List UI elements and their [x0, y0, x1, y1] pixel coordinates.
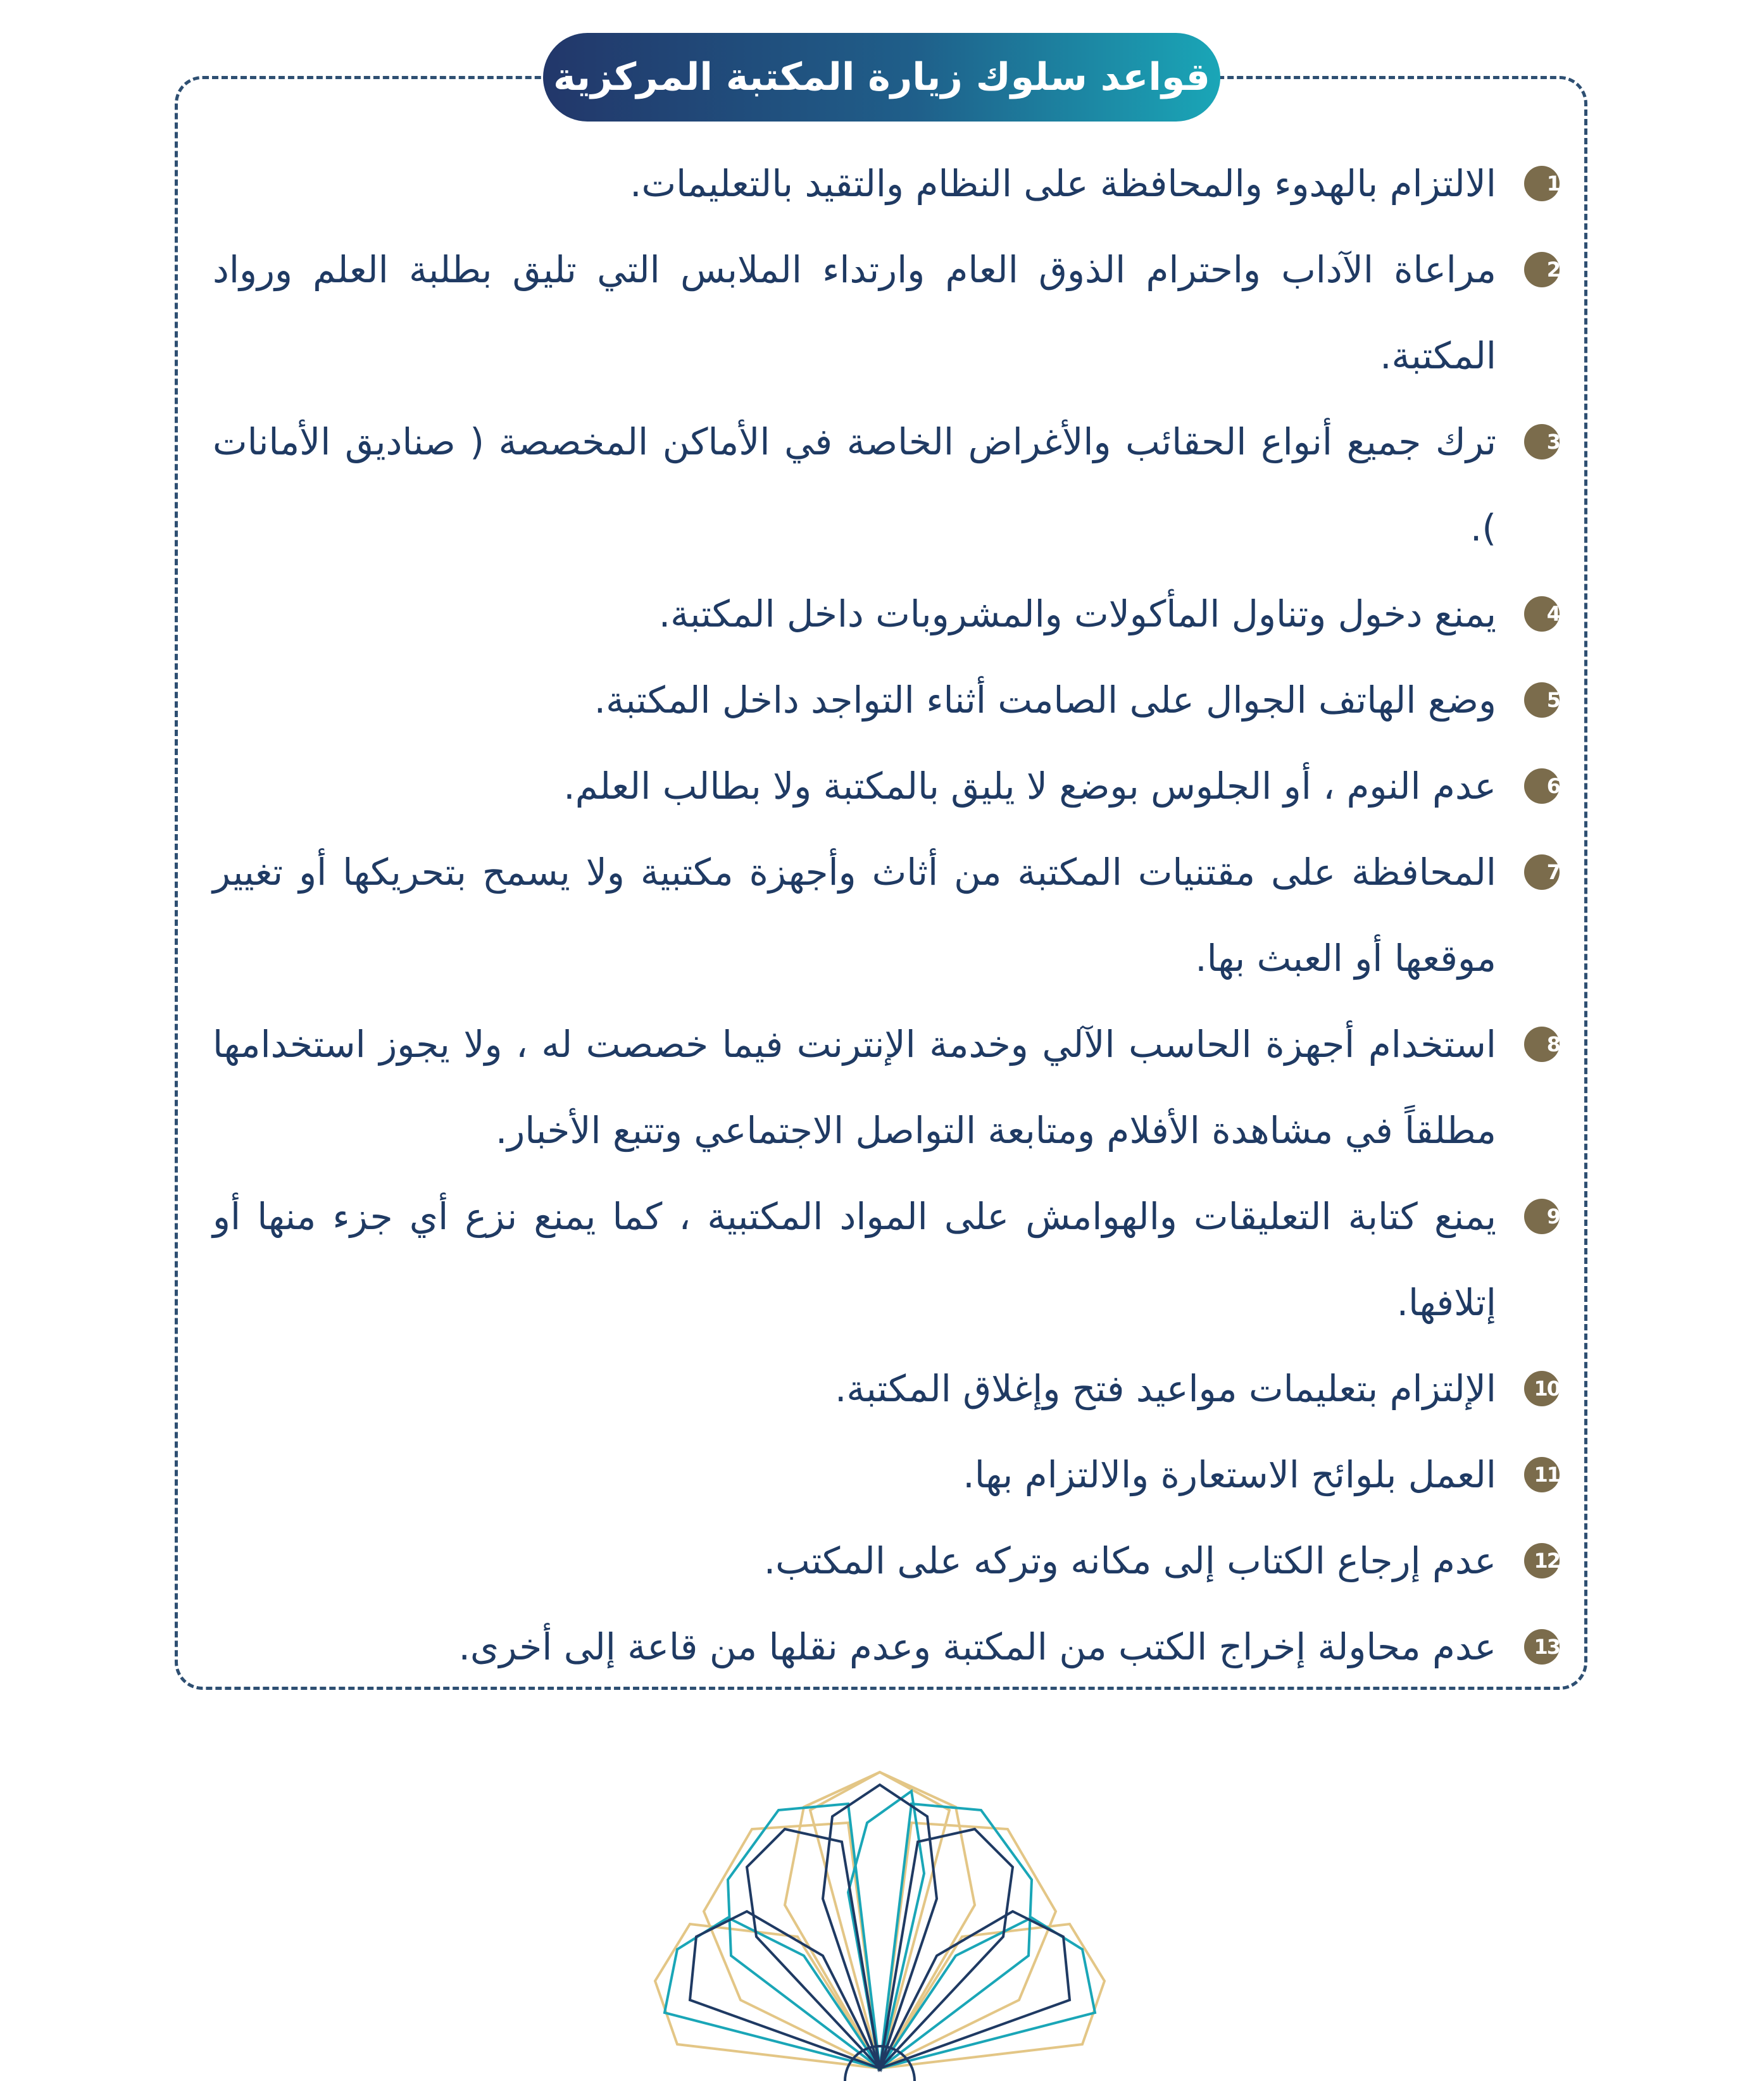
rule-text: عدم إرجاع الكتاب إلى مكانه وتركه على المكتب.: [763, 1539, 1496, 1582]
rule-text: العمل بلوائح الاستعارة والالتزام بها.: [963, 1453, 1496, 1496]
rule-number-badge: 2: [1524, 252, 1560, 287]
rule-number-badge: 8: [1524, 1027, 1560, 1062]
rule-item: [213, 1001, 1560, 1173]
rule-text: استخدام أجهزة الحاسب الآلي وخدمة الإنترنت فيما خصصت له ، ولا يجوز استخدامها مطلقاً في مشاهدة الأفلام ومتابعة التواصل الاجتماعي وتتبع الأخبار.: [213, 1023, 1496, 1152]
rule-number-badge: 1: [1524, 166, 1560, 201]
rule-number-badge: 13: [1524, 1629, 1560, 1665]
rule-number-badge: 3: [1524, 424, 1560, 459]
rule-item: [213, 657, 1560, 743]
rule-item: [213, 1432, 1560, 1518]
rule-text: عدم محاولة إخراج الكتب من المكتبة وعدم نقلها من قاعة إلى أخرى.: [458, 1625, 1496, 1668]
rule-item: [213, 227, 1560, 399]
rule-number-badge: 9: [1524, 1199, 1560, 1234]
rule-number-badge: 5: [1524, 682, 1560, 718]
rule-text: وضع الهاتف الجوال على الصامت أثناء التواجد داخل المكتبة.: [594, 678, 1496, 722]
geometric-flower-emblem-icon: [595, 1747, 1165, 2081]
rule-item: [213, 829, 1560, 1001]
rule-text: مراعاة الآداب واحترام الذوق العام وارتداء الملابس التي تليق بطلبة العلم ورواد المكتبة.: [213, 248, 1496, 377]
rule-text: يمنع كتابة التعليقات والهوامش على المواد المكتبية ، كما يمنع نزع أي جزء منها أو إتلافها.: [213, 1195, 1496, 1324]
rule-text: الالتزام بالهدوء والمحافظة على النظام والتقيد بالتعليمات.: [630, 162, 1496, 205]
rule-item: [213, 1518, 1560, 1604]
rule-number-badge: 12: [1524, 1543, 1560, 1578]
rule-text: المحافظة على مقتنيات المكتبة من أثاث وأجهزة مكتبية ولا يسمح بتحريكها أو تغيير موقعها أو العبث بها.: [213, 851, 1496, 980]
title-banner: [543, 33, 1220, 122]
rule-item: [213, 1173, 1560, 1346]
rule-number-badge: 7: [1524, 854, 1560, 890]
rule-item: [213, 141, 1560, 227]
rules-list: [213, 141, 1560, 1690]
rule-number-badge: 10: [1524, 1371, 1560, 1406]
rule-number-badge: 6: [1524, 768, 1560, 804]
rule-item: [213, 399, 1560, 571]
rule-text: ترك جميع أنواع الحقائب والأغراض الخاصة في الأماكن المخصصة ( صناديق الأمانات ).: [213, 420, 1496, 549]
page-title: قواعد سلوك زيارة المكتبة المركزية: [553, 55, 1210, 99]
rule-number-badge: 11: [1524, 1457, 1560, 1492]
rule-item: [213, 743, 1560, 829]
rule-item: [213, 1346, 1560, 1432]
rule-item: [213, 571, 1560, 657]
rule-text: الإلتزام بتعليمات مواعيد فتح وإغلاق المكتبة.: [834, 1367, 1496, 1410]
rule-number-badge: 4: [1524, 596, 1560, 632]
rule-text: يمنع دخول وتناول المأكولات والمشروبات داخل المكتبة.: [658, 592, 1496, 635]
rule-text: عدم النوم ، أو الجلوس بوضع لا يليق بالمكتبة ولا بطالب العلم.: [563, 765, 1496, 808]
rule-item: [213, 1604, 1560, 1690]
